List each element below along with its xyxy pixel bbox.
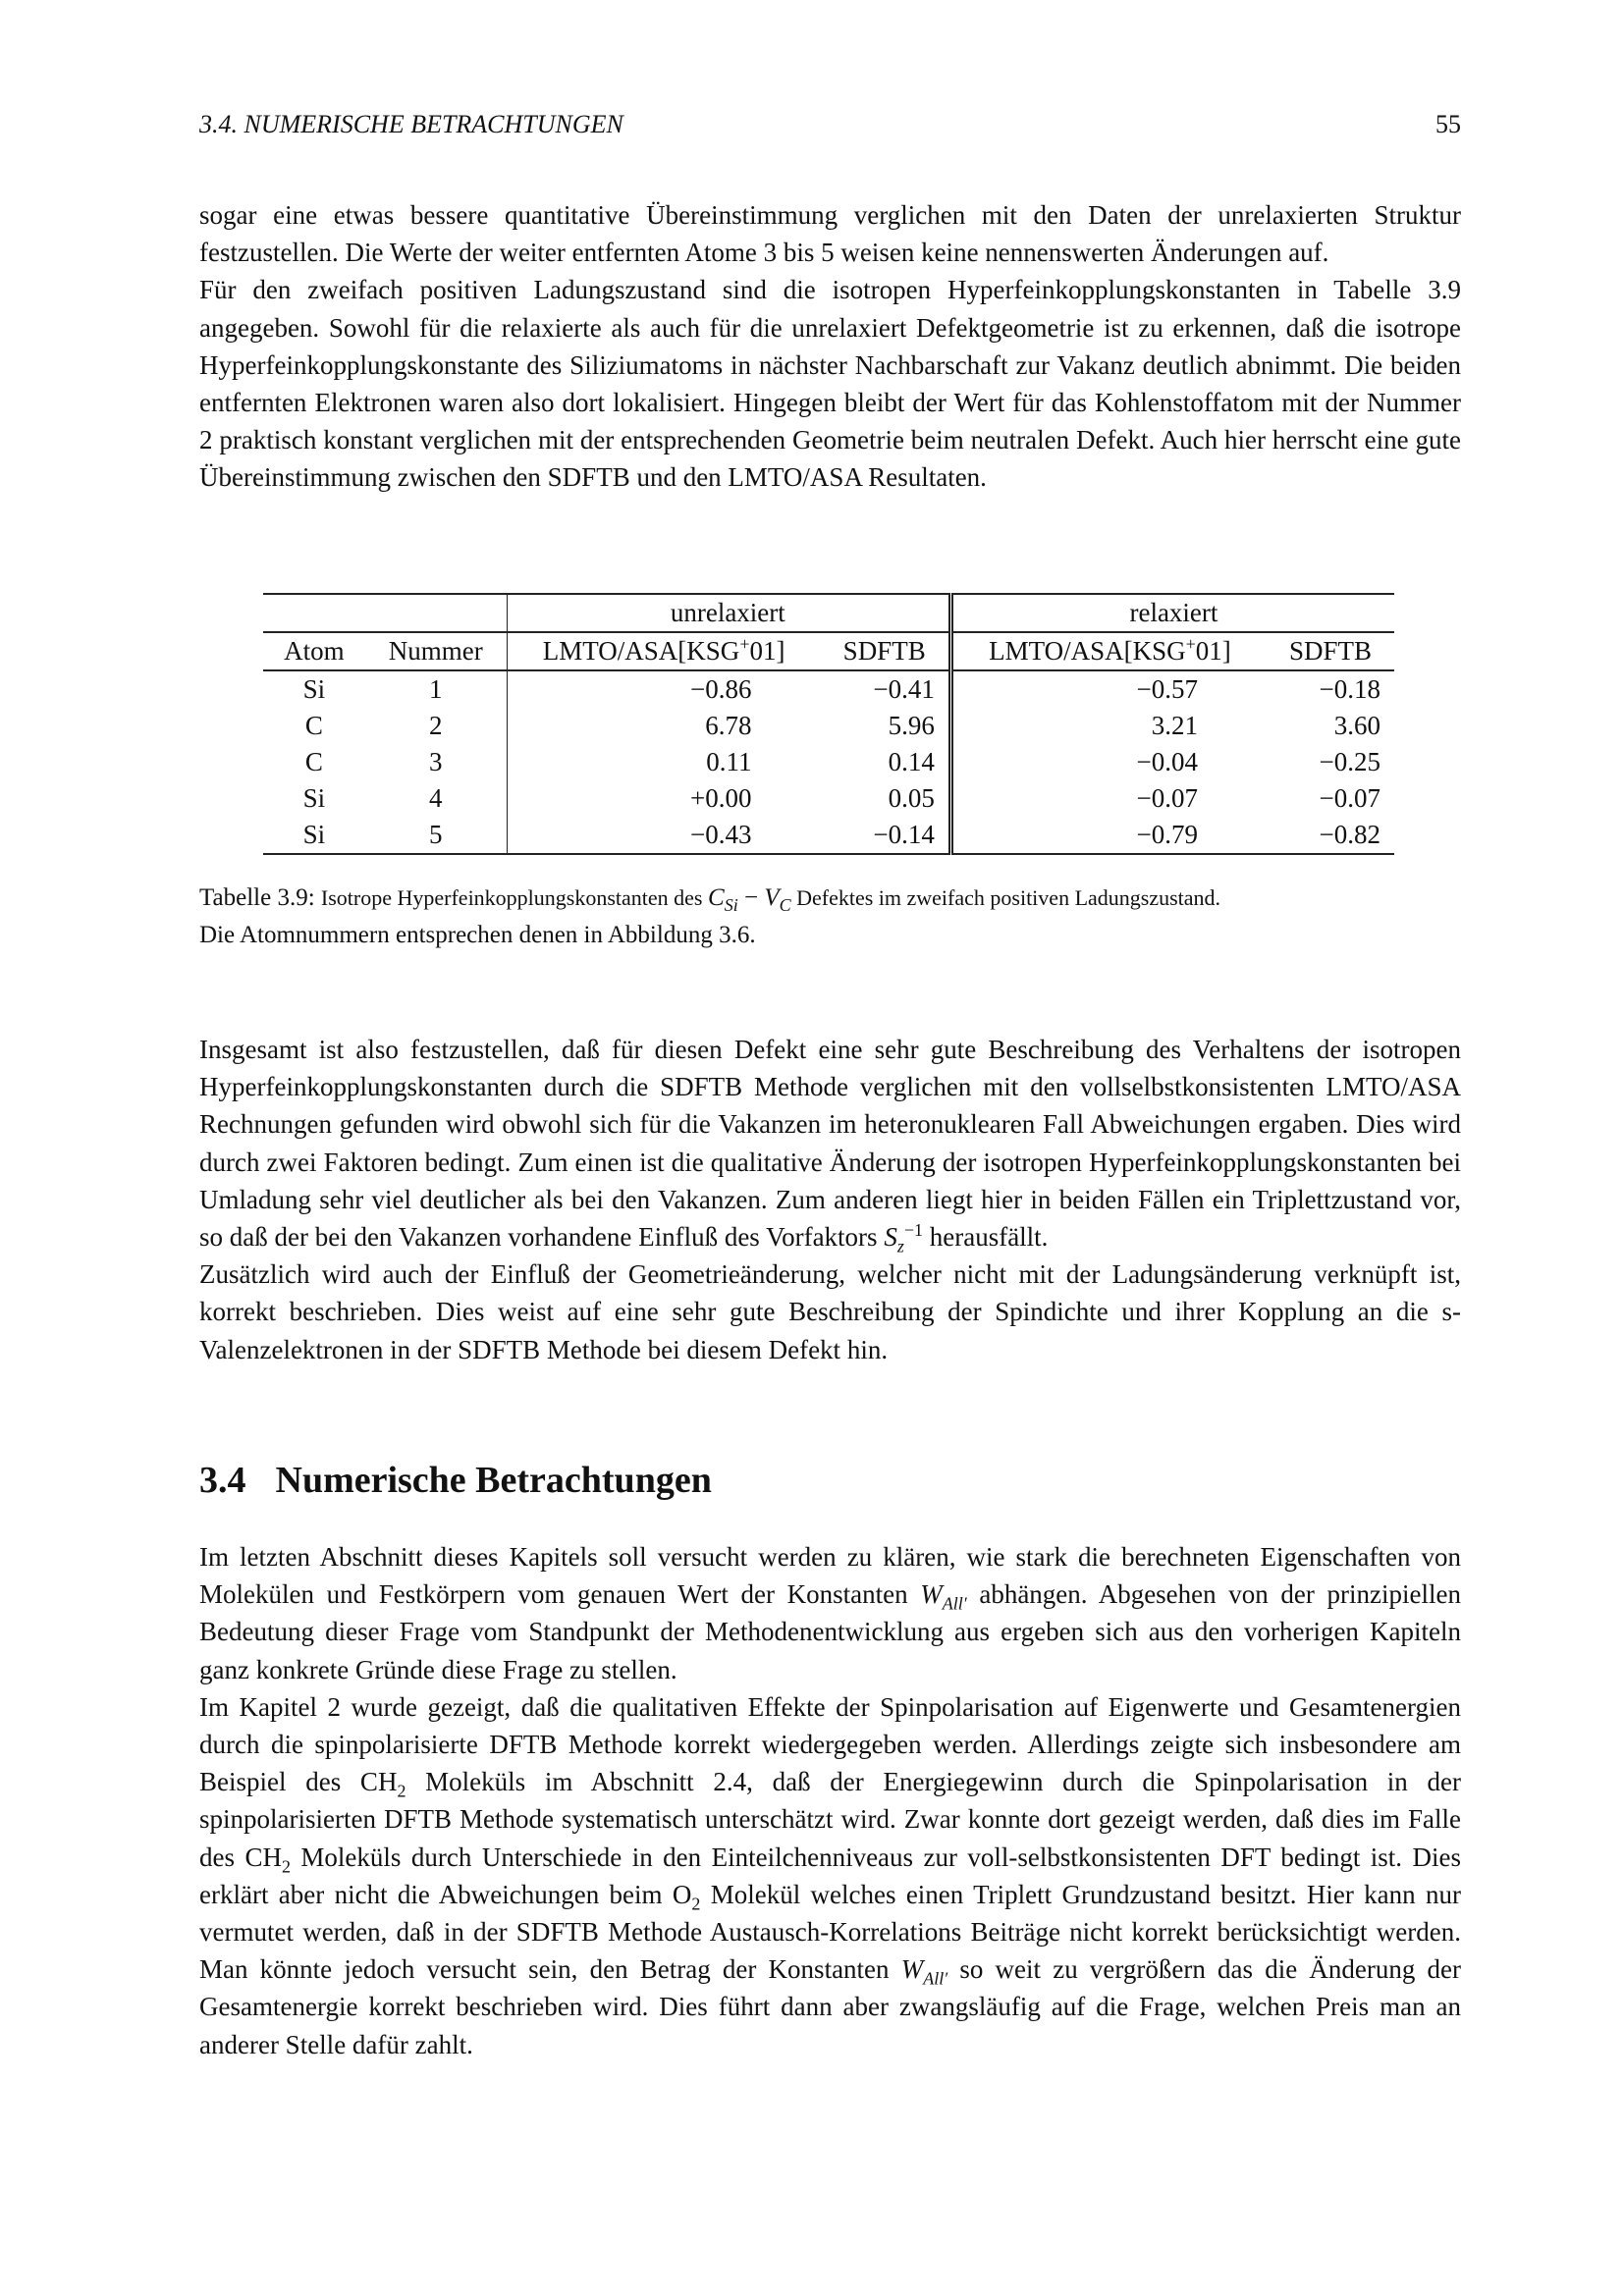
table-cell: −0.41 bbox=[873, 674, 935, 704]
caption-label: Tabelle 3.9: bbox=[199, 884, 315, 911]
text-block-2 bbox=[199, 1031, 1461, 1368]
table-cell: −0.43 bbox=[507, 817, 820, 854]
table-cell: 3 bbox=[429, 747, 443, 776]
table-cell: −0.18 bbox=[1319, 674, 1380, 704]
math-minus: − bbox=[737, 884, 765, 911]
table-cell: −0.04 bbox=[950, 744, 1267, 780]
table-row bbox=[263, 817, 1394, 854]
table-cell: 2 bbox=[429, 711, 443, 740]
results-table bbox=[263, 593, 1394, 855]
math-v: V bbox=[764, 884, 780, 911]
group-relaxed: relaxiert bbox=[950, 594, 1394, 632]
col-atom: Atom bbox=[263, 632, 365, 670]
table-cell: C bbox=[304, 711, 323, 740]
table-cell: 5 bbox=[365, 817, 507, 854]
math-sub: Si bbox=[724, 895, 738, 915]
table-cell: 6.78 bbox=[507, 708, 820, 744]
table-cell: −0.86 bbox=[507, 670, 820, 708]
table-row bbox=[263, 780, 1394, 817]
paragraph: Im Kapitel 2 wurde gezeigt, daß die qualitativen Effekte der Spinpolarisation auf Eigenwerte und Gesamtenergien durch die spinpolarisierte DFTB Methode korrekt wiedergegeben werden. Allerdings zeigte sich insbesondere am Beispiel des $CH_2$ Moleküls im Abschnitt 2.4, daß der Energiegewinn durch die Spinpolarisation in der spinpolarisierten DFTB Methode systematisch unterschätzt wird. Zwar konnte dort gezeigt werden, daß dies im Falle des $CH_2$ Moleküls durch Unterschiede in den Einteilchenniveaus zur voll-selbstkonsistenten DFT bedingt ist. Dies erklärt aber nicht die Abweichungen beim $O_2$ Molekül welches einen Triplett Grundzustand besitzt. Hier kann nur vermutet werden, daß in der SDFTB Methode Austausch-Korrelations Beiträge nicht korrekt berücksichtigt werden. Man könnte jedoch versucht sein, den Betrag der Konstanten $W_{All'}$ so weit zu vergrößern das die Änderung der Gesamtenergie korrekt beschrieben wird. Dies führt dann aber zwangsläufig auf die Frage, welchen Preis man an anderer Stelle dafür zahlt. bbox=[199, 1691, 1462, 2059]
header-section: 3.4. NUMERISCHE BETRACHTUNGEN bbox=[199, 110, 623, 138]
col-nummer: Nummer bbox=[365, 632, 507, 670]
table-cell: 5.96 bbox=[888, 711, 935, 740]
table-cell: Si bbox=[302, 783, 326, 813]
table-cell: C bbox=[304, 747, 323, 776]
table-cell: −0.57 bbox=[950, 670, 1267, 708]
group-unrelaxed: unrelaxiert bbox=[507, 594, 950, 632]
col-sdftb-relaxed: SDFTB bbox=[1267, 632, 1394, 670]
col-lmto-relaxed: LMTO/ASA[KSG+01] bbox=[950, 632, 1267, 670]
table-cell: −0.14 bbox=[821, 817, 951, 854]
paragraph: sogar eine etwas bessere quantitative Übereinstimmung verglichen mit den Daten der unrelaxierten Struktur festzustellen. Die Werte der weiter entfernten Atome 3 bis 5 weisen keine nennenswerten Änderungen auf. bbox=[199, 200, 1461, 268]
paragraph: Für den zweifach positiven Ladungszustand sind die isotropen Hyperfeinkopplungskonstanten in Tabelle 3.9 angegeben. Sowohl für die relaxierte als auch für die unrelaxiert Defektgeometrie ist zu erkennen, daß die isotrope Hyperfeinkopplungskonstante des Siliziumatoms in nächster Nachbarschaft zur Vakanz deutlich abnimmt. Die beiden entfernten Elektronen waren also dort lokalisiert. Hingegen bleibt der Wert für das Kohlenstoffatom mit der Nummer 2 praktisch konstant verglichen mit der entsprechenden Geometrie beim neutralen Defekt. Auch hier herrscht eine gute Übereinstimmung zwischen den SDFTB und den LMTO/ASA Resultaten. bbox=[199, 275, 1461, 493]
table-cell: 0.11 bbox=[507, 744, 820, 780]
page-number: 55 bbox=[1435, 110, 1461, 138]
paragraph: Insgesamt ist also festzustellen, daß für diesen Defekt eine sehr gute Beschreibung des Verhaltens der isotropen Hyperfeinkopplungskonstanten durch die SDFTB Methode verglichen mit den vollselbstkonsistenten LMTO/ASA Rechnungen gefunden wird obwohl sich für die Vakanzen im heteronuklearen Fall Abweichungen ergaben. Dies wird durch zwei Faktoren bedingt. Zum einen ist die qualitative Änderung der isotropen Hyperfeinkopplungskonstanten bei Umladung sehr viel deutlicher als bei den Vakanzen. Zum anderen liegt hier in beiden Fällen ein Triplettzustand vor, so daß der bei den Vakanzen vorhandene Einfluß des Vorfaktors $S_z^{-1}$ herausfällt. bbox=[199, 1035, 1461, 1256]
paragraph: Zusätzlich wird auch der Einfluß der Geometrieänderung, welcher nicht mit der Ladungsänderung verknüpft ist, korrekt beschrieben. Dies weist auf eine sehr gute Beschreibung der Spindichte und ihrer Kopplung an die s-Valenzelektronen in der SDFTB Methode bei diesem Defekt hin. bbox=[199, 1259, 1461, 1364]
table-cell: −0.79 bbox=[950, 817, 1267, 854]
table-row bbox=[263, 708, 1394, 744]
math-sub: C bbox=[779, 895, 791, 915]
table-cell: −0.82 bbox=[1267, 817, 1394, 854]
table-cell: Si bbox=[302, 674, 326, 704]
math-c: C bbox=[708, 884, 725, 911]
table-cell: 1 bbox=[429, 674, 443, 704]
table-row bbox=[263, 670, 1394, 708]
table-header-row bbox=[263, 632, 1394, 670]
caption-text: Die Atomnummern entsprechen denen in Abbildung 3.6. bbox=[199, 922, 756, 948]
col-lmto-unrelaxed: LMTO/ASA[KSG+01] bbox=[507, 632, 820, 670]
table-cell: 3.21 bbox=[950, 708, 1267, 744]
table-cell: 0.05 bbox=[888, 783, 935, 813]
caption-text: Defektes im zweifach positiven Ladungszustand. bbox=[790, 885, 1221, 910]
table-cell: −0.25 bbox=[1319, 747, 1380, 776]
text-block-3 bbox=[199, 1538, 1461, 2063]
table-caption bbox=[199, 880, 1461, 954]
table-cell: −0.07 bbox=[1319, 783, 1380, 813]
section-heading: 3.4 Numerische Betrachtungen bbox=[199, 1460, 712, 1501]
caption-text: Isotrope Hyperfeinkopplungskonstanten des bbox=[320, 885, 708, 910]
text-block-1 bbox=[199, 196, 1461, 497]
table-cell: 4 bbox=[429, 783, 443, 813]
table-cell: Si bbox=[263, 817, 365, 854]
running-header bbox=[199, 110, 1461, 139]
table-cell: +0.00 bbox=[507, 780, 820, 817]
col-sdftb-unrelaxed: SDFTB bbox=[821, 632, 951, 670]
table-cell: 0.14 bbox=[888, 747, 935, 776]
table-group-row bbox=[263, 594, 1394, 632]
table-row bbox=[263, 744, 1394, 780]
table-cell: −0.07 bbox=[950, 780, 1267, 817]
paragraph: Im letzten Abschnitt dieses Kapitels soll versucht werden zu klären, wie stark die berechneten Eigenschaften von Molekülen und Festkörpern vom genauen Wert der Konstanten $W_{All'}$ abhängen. Abgesehen von der prinzipiellen Bedeutung dieser Frage vom Standpunkt der Methodenentwicklung aus ergeben sich aus den vorherigen Kapiteln ganz konkrete Gründe diese Frage zu stellen. bbox=[199, 1542, 1461, 1684]
table-cell: 3.60 bbox=[1333, 711, 1380, 740]
